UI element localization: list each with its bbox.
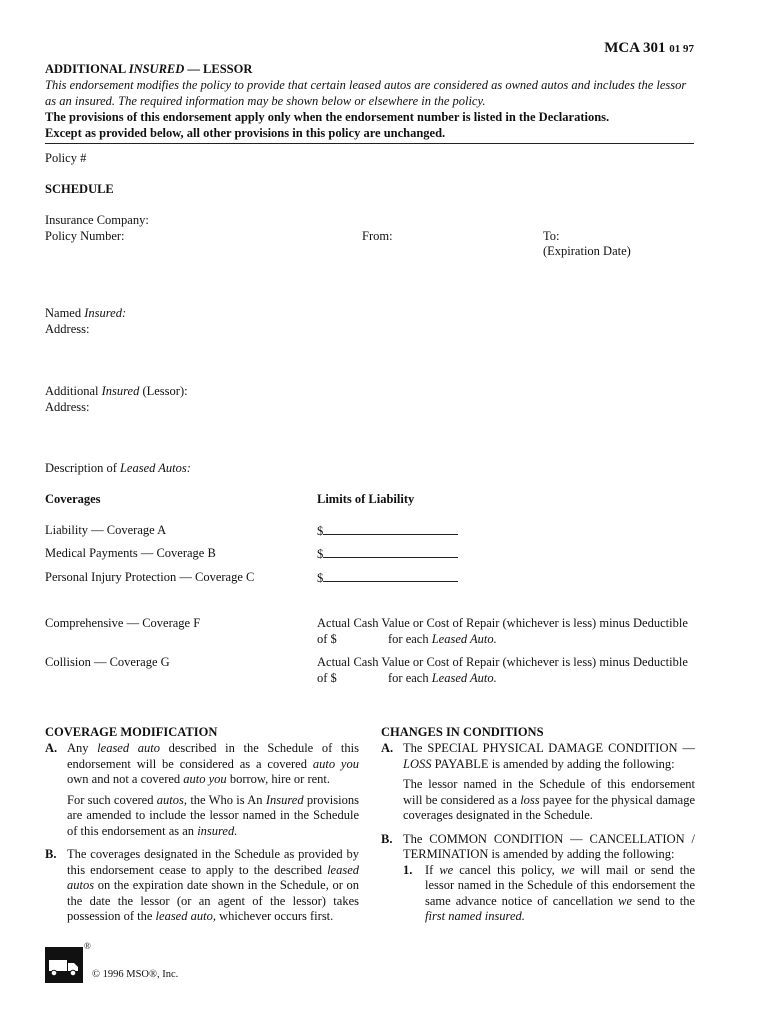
modification-item-b: B. The coverages designated in the Schedule as provided by this endorsement cease to apply to the described leased autos on the expiration date shown in the Schedule, or on the date the lessor (or an agent of the lessor) takes possession of the leased auto, whichever occurs first. [45, 847, 359, 923]
coverage-a-label: Liability — Coverage A [45, 523, 167, 537]
leased-autos-description-label: Description of Leased Autos: [45, 461, 191, 475]
intro-line-2: as an insured. The required information may be shown below or elsewhere in the policy. [45, 94, 486, 108]
conditions-item-a-continued: The lessor named in the Schedule of this endorsement will be considered as a loss payee for the physical damage coverages designated in the Schedule. [403, 777, 695, 822]
policy-number-label: Policy # [45, 151, 87, 165]
comprehensive-acv-line: Actual Cash Value or Cost of Repair (whichever is less) minus Deductible [317, 616, 688, 630]
collision-per-auto: for each Leased Auto. [388, 671, 497, 685]
limits-heading: Limits of Liability [317, 492, 415, 506]
coverage-a-limit: $ [317, 523, 458, 540]
blank-line [323, 570, 458, 582]
comprehensive-label: Comprehensive — Coverage F [45, 616, 201, 630]
conditions-item-a: A. The SPECIAL PHYSICAL DAMAGE CONDITION — LOSS PAYABLE is amended by adding the following: [381, 741, 695, 771]
coverage-c-label: Personal Injury Protection — Coverage C [45, 570, 255, 584]
from-label: From: [362, 229, 393, 243]
registered-mark: ® [84, 941, 91, 951]
coverage-b-limit: $ [317, 546, 458, 563]
blank-line [323, 546, 458, 558]
provision-line-2: Except as provided below, all other provisions in this policy are unchanged. [45, 126, 446, 140]
modification-item-a: A. Any leased auto described in the Schedule of this endorsement will be considered as a covered auto you own and not a covered auto you borrow, hire or rent. [45, 741, 359, 786]
blank-line [323, 523, 458, 535]
conditions-item-b: B. The COMMON CONDITION — CANCELLATION / TERMINATION is amended by adding the following: [381, 831, 695, 861]
header-divider [45, 143, 694, 144]
changes-in-conditions-section [381, 741, 695, 925]
coverage-modification-heading: COVERAGE MODIFICATION [45, 725, 218, 739]
named-insured-address-label: Address: [45, 322, 90, 336]
coverages-heading: Coverages [45, 492, 101, 506]
endorsement-title: ADDITIONAL INSURED — LESSOR [45, 62, 253, 76]
copyright-notice: © 1996 MSO®, Inc. [92, 969, 179, 980]
coverage-c-limit: $ [317, 570, 458, 587]
collision-deductible: of $ [317, 671, 337, 685]
coverage-b-label: Medical Payments — Coverage B [45, 546, 216, 560]
truck-icon [45, 947, 83, 983]
comprehensive-deductible: of $ [317, 632, 337, 646]
truck-icon-svg [45, 947, 83, 983]
insurance-company-label: Insurance Company: [45, 213, 149, 227]
modification-item-a-continued: For such covered autos, the Who is An Insured provisions are amended to include the lessor named in the Schedule of this endorsement as an insured. [67, 792, 359, 838]
lessor-address-label: Address: [45, 400, 90, 414]
form-code [604, 40, 694, 57]
expiration-date-label: (Expiration Date) [543, 244, 631, 258]
named-insured-label: Named Insured: [45, 306, 127, 320]
collision-acv-line: Actual Cash Value or Cost of Repair (whichever is less) minus Deductible [317, 655, 688, 669]
form-number: MCA 301 [604, 40, 666, 56]
policy-number-field-label: Policy Number: [45, 229, 125, 243]
collision-label: Collision — Coverage G [45, 655, 170, 669]
to-label: To: [543, 229, 560, 243]
intro-line-1: This endorsement modifies the policy to provide that certain leased autos are considered as owned autos and includes the lessor [45, 78, 687, 92]
provision-line-1: The provisions of this endorsement apply only when the endorsement number is listed in the Declarations. [45, 110, 610, 124]
changes-in-conditions-heading: CHANGES IN CONDITIONS [381, 725, 544, 739]
form-edition-date: 01 97 [669, 43, 694, 55]
schedule-heading: SCHEDULE [45, 182, 114, 196]
conditions-item-b-1: 1. If we cancel this policy, we will mail or send the lessor named in the Schedule of this endorsement the same advance notice of cancellation we send to the first named insured. [403, 862, 696, 923]
coverage-modification-section [45, 741, 359, 925]
comprehensive-per-auto: for each Leased Auto. [388, 632, 497, 646]
additional-insured-label: Additional Insured (Lessor): [45, 384, 188, 398]
